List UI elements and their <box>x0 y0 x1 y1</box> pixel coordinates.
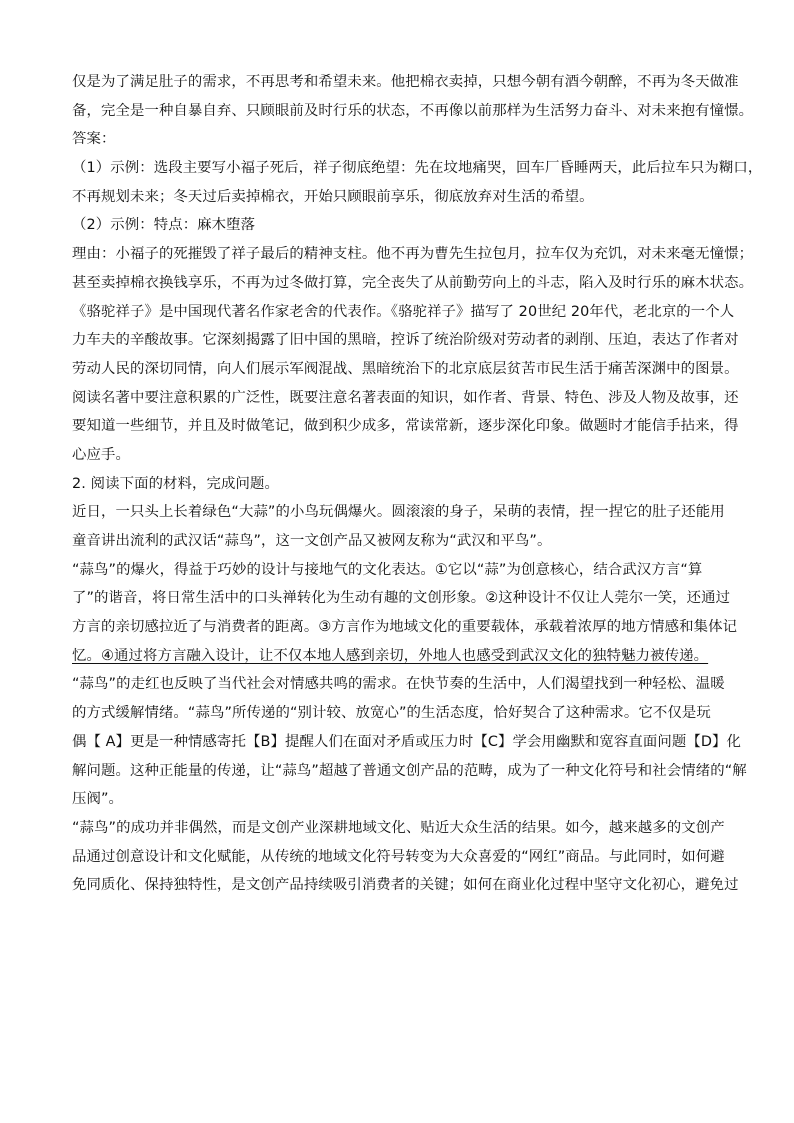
passage-line: “蒜鸟”的爆火，得益于巧妙的设计与接地气的文化表达。①它以“蒜”为创意核心，结合武汉方言“算 <box>72 561 703 578</box>
text-line: 仅是为了满足肚子的需求，不再思考和希望未来。他把棉衣卖掉，只想今朝有酒今朝醉，不再为冬天做准 <box>72 74 739 90</box>
tip-line: 心应手。 <box>72 446 130 463</box>
passage-line: 童音讲出流利的武汉话“蒜鸟”，这一文创产品又被网友称为“武汉和平鸟”。 <box>72 533 552 549</box>
answer-heading: 答案： <box>72 131 116 148</box>
passage-line: “蒜鸟”的走红也反映了当代社会对情感共鸣的需求。在快节奏的生活中，人们渴望找到一种轻松、温暖 <box>72 676 725 693</box>
analysis-line: 《骆驼祥子》是中国现代著名作家老舍的代表作。《骆驼祥子》描写了 20世纪 20年代，老北京的一个人 <box>72 303 735 320</box>
passage-line: 偶【 A】更是一种情感寄托【B】提醒人们在面对矛盾或压力时【C】学会用幽默和宽容直面问题【D】化 <box>72 733 742 750</box>
text-line: 备，完全是一种自暴自弃、只顾眼前及时行乐的状态，不再像以前那样为生活努力奋斗、对未来抱有憧憬。 <box>72 102 754 119</box>
passage-line: 解问题。这种正能量的传递，让“蒜鸟”超越了普通文创产品的范畴，成为了一种文化符号和社会情绪的“解 <box>72 762 747 779</box>
analysis-line: 劳动人民的深切同情，向人们展示军阀混战、黑暗统治下的北京底层贫苦市民生活于痛苦深渊中的图景。 <box>72 360 739 377</box>
passage-line: 了”的谐音，将日常生活中的口头禅转化为生动有趣的文创形象。②这种设计不仅让人莞尔一笑，还通过 <box>72 590 731 607</box>
tip-line: 要知道一些细节，并且及时做笔记，做到积少成多，常读常新，逐步深化印象。做题时才能信手拈来，得 <box>72 418 739 435</box>
passage-line: 免同质化、保持独特性，是文创产品持续吸引消费者的关键；如何在商业化过程中坚守文化初心，避免过 <box>72 877 739 894</box>
passage-line: 压阀”。 <box>72 791 124 808</box>
document-body <box>72 68 763 900</box>
passage-line: 近日，一只头上长着绿色“大蒜”的小鸟玩偶爆火。圆滚滚的身子，呆萌的表情，捏一捏它的肚子还能用 <box>72 504 725 521</box>
question-heading: 2. 阅读下面的材料，完成问题。 <box>72 475 279 492</box>
analysis-line: 力车夫的辛酸故事。它深刻揭露了旧中国的黑暗，控诉了统治阶级对劳动者的剥削、压迫，表达了作者对 <box>72 332 739 349</box>
passage-line: 品通过创意设计和文化赋能，从传统的地域文化符号转变为大众喜爱的“网红”商品。与此同时，如何避 <box>72 848 725 865</box>
passage-line: 方言的亲切感拉近了与消费者的距离。③方言作为地域文化的重要载体，承载着浓厚的地方情感和集体记 <box>72 619 738 636</box>
passage-line: 的方式缓解情绪。“蒜鸟”所传递的“别计较、放宽心”的生活态度，恰好契合了这种需求。它不仅是玩 <box>72 705 711 722</box>
reason-line: 甚至卖掉棉衣换钱享乐，不再为过冬做打算，完全丧失了从前勤劳向上的斗志，陷入及时行乐的麻木状态。 <box>72 274 754 291</box>
tip-line: 阅读名著中要注意积累的广泛性，既要注意名著表面的知识，如作者、背景、特色、涉及人物及故事，还 <box>72 389 739 406</box>
reason-line: 理由：小福子的死摧毁了祥子最后的精神支柱。他不再为曹先生拉包月，拉车仅为充饥，对未来毫无憧憬； <box>72 246 754 263</box>
answer-1-line: （1）示例：选段主要写小福子死后，祥子彻底绝望：先在坟地痛哭，回车厂昏睡两天，此后拉车只为糊口， <box>72 160 763 177</box>
answer-1-line: 不再规划未来；冬天过后卖掉棉衣，开始只顾眼前享乐，彻底放弃对生活的希望。 <box>72 188 594 205</box>
passage-line: “蒜鸟”的成功并非偶然，而是文创产业深耕地域文化、贴近大众生活的结果。如今，越来越多的文创产 <box>72 819 725 836</box>
answer-2-line: （2）示例：特点：麻木堕落 <box>72 217 256 234</box>
underlined-passage-line: 忆。④通过将方言融入设计，让不仅本地人感到亲切，外地人也感受到武汉文化的独特魅力被传递。 <box>72 647 709 664</box>
